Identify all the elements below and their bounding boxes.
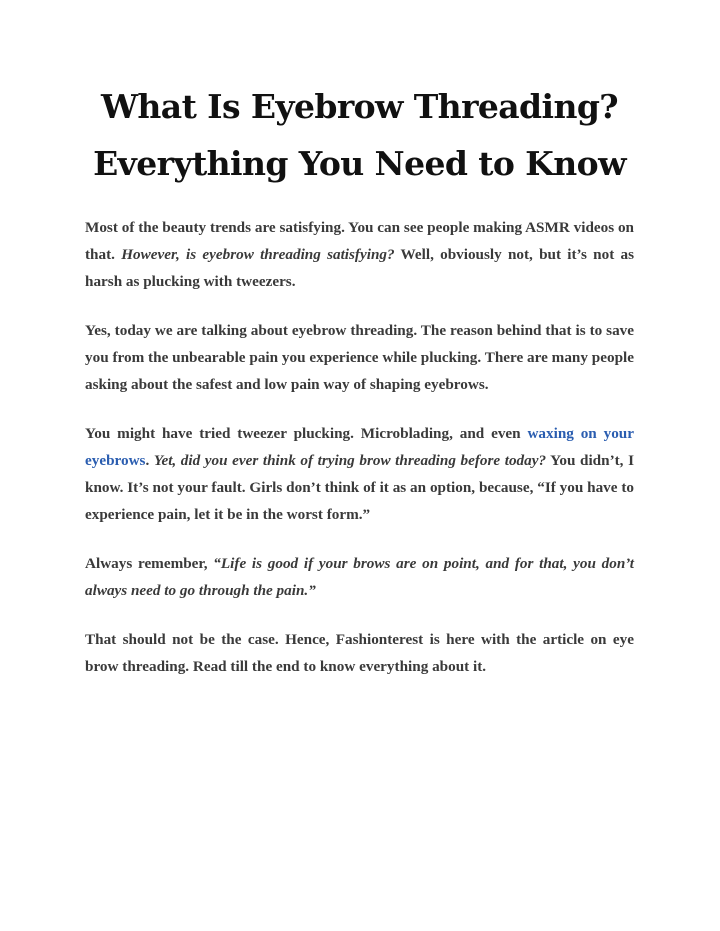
paragraph-methods xyxy=(85,420,634,528)
paragraph-intro xyxy=(85,214,634,295)
title-line-1: What Is Eyebrow Threading? xyxy=(100,87,619,126)
paragraph-text: Well, obviously not, but it’s not as harsh as plucking with tweezers. xyxy=(85,246,634,290)
paragraph-text: Most of the beauty trends are satisfying. You can see people making ASMR videos on that. xyxy=(85,219,634,263)
paragraph-quote xyxy=(85,550,634,604)
title-line-2: Everything You Need to Know xyxy=(93,144,626,183)
paragraph-conclusion: That should not be the case. Hence, Fashionterest is here with the article on eye brow threading. Read till the end to know everything about it. xyxy=(85,631,634,675)
paragraph-text: You might have tried tweezer plucking. Microblading, and even xyxy=(85,425,528,442)
paragraph-text: Always remember, xyxy=(85,555,214,572)
quote-text: “Life is good if your brows are on point, and for that, you don’t always need to go through the pain.” xyxy=(85,555,634,599)
emphasis-text: Yet, did you ever think of trying brow threading before today? xyxy=(153,452,547,469)
paragraph-text: . xyxy=(145,452,154,469)
paragraph-text: You didn’t, I know. It’s not your fault. Girls don’t think of it as an option, because, “If you have to experience pain, let it be in the worst form.” xyxy=(85,452,634,523)
page-title xyxy=(85,78,634,192)
paragraph-threading: Yes, today we are talking about eyebrow threading. The reason behind that is to save you from the unbearable pain you experience while plucking. There are many people asking about the safest and low pain way of shaping eyebrows. xyxy=(85,322,634,393)
waxing-link[interactable]: waxing on your eyebrows xyxy=(85,425,634,469)
emphasis-text: However, is eyebrow threading satisfying? xyxy=(121,246,395,263)
